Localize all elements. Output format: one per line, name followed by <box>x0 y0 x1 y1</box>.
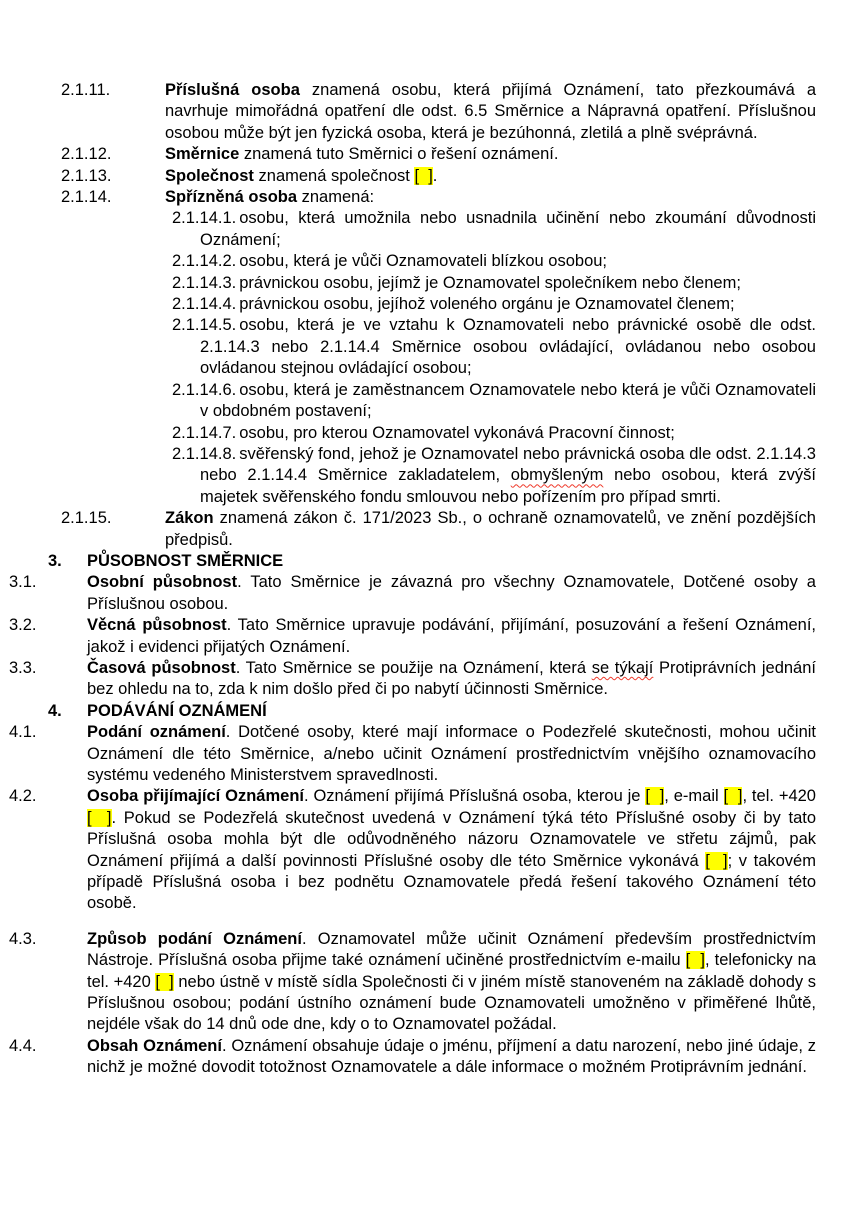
text-run: osobu, která umožnila nebo usnadnila učinění nebo zkoumání důvodnosti Oznámení; <box>200 209 816 249</box>
section-heading-3 <box>48 551 816 572</box>
text-run: znamená tuto Směrnici o řešení oznámení. <box>239 145 559 164</box>
defined-term: Podání oznámení <box>87 723 226 742</box>
defined-term: Osobní působnost <box>87 573 238 592</box>
clause-number: 2.1.14.6. <box>172 380 237 399</box>
clause-2-1-15 <box>61 508 816 551</box>
clause-number: 2.1.12. <box>61 145 112 164</box>
text-run: . Pokud se Podezřelá skutečnost uvedená v Oznámení týká této Příslušné osoby či by tato Příslušná osoba mohla být dle odůvodněného názoru Oznamovatele ve střetu zájmů, pak Oznámení přijímá a další povinnosti Příslušné osoby dle této Směrnice vykonává <box>87 808 816 870</box>
clause-text <box>200 316 816 377</box>
clause-text <box>165 188 374 206</box>
clause-text <box>165 81 816 142</box>
clause-4-2 <box>9 786 816 914</box>
text-run: znamená společnost <box>253 166 415 185</box>
placeholder-highlight: [ ] <box>155 972 174 991</box>
defined-term: Směrnice <box>165 145 240 164</box>
clause-text <box>87 930 816 1034</box>
defined-term: Zákon <box>165 509 214 528</box>
text-run: osobu, která je zaměstnancem Oznamovatele nebo která je vůči Oznamovateli v obdobném postavení; <box>200 380 816 421</box>
defined-term: PŮSOBNOST SMĚRNICE <box>87 551 284 570</box>
clause-number: 2.1.14.7. <box>172 423 237 442</box>
text-run: . <box>432 166 438 185</box>
clause-text <box>239 274 741 292</box>
placeholder-highlight: [ ] <box>87 808 112 827</box>
defined-term: Příslušná osoba <box>165 81 300 99</box>
clause-number: 2.1.14.1. <box>172 209 237 228</box>
section-number: 4. <box>48 701 62 720</box>
defined-term: Způsob podání Oznámení <box>87 929 302 948</box>
clause-2-1-11 <box>61 80 816 144</box>
defined-term: Časová působnost <box>87 658 236 677</box>
text-run: osobu, pro kterou Oznamovatel vykonává Pracovní činnost; <box>239 423 675 442</box>
text-run: , tel. +420 <box>742 787 816 806</box>
clause-number: 2.1.14.5. <box>172 316 237 335</box>
text-run: svěřenský fond, jehož je Oznamovatel nebo právnická osoba dle odst. 2.1.14.3 nebo 2.1.14.4 Směrnice zakladatelem, <box>200 444 816 485</box>
section-number: 3. <box>48 551 62 570</box>
text-run: osobu, která je vůči Oznamovateli blízkou osobou; <box>239 252 608 271</box>
clause-2-1-14 <box>61 187 816 208</box>
text-run: ; v takovém případě Příslušná osoba i bez podnětu Oznamovatele předá řešení takového Oznámení této osobě. <box>87 851 816 913</box>
section-title <box>87 702 267 720</box>
placeholder-highlight: [ ] <box>685 951 705 970</box>
text-run: Protiprávních jednání bez ohledu na to, zda k nim došlo před či po nabytí účinnosti Směrnice. <box>87 658 816 699</box>
spellcheck-flagged-text: se týkají <box>591 658 654 677</box>
defined-term: Spřízněná osoba <box>165 188 298 207</box>
clause-2-1-14-3 <box>172 273 816 294</box>
clause-text <box>239 252 607 270</box>
text-run: znamená zákon č. 171/2023 Sb., o ochraně oznamovatelů, ve znění pozdějších předpisů. <box>165 509 816 549</box>
clause-number: 4.2. <box>9 787 37 806</box>
clause-number: 2.1.14.4. <box>172 295 237 314</box>
clause-4-3 <box>9 929 817 1036</box>
clause-number: 2.1.14.2. <box>172 252 237 271</box>
clause-number: 4.1. <box>9 723 37 742</box>
placeholder-highlight: [ ] <box>414 166 433 185</box>
clause-text <box>165 509 816 548</box>
clause-2-1-14-4 <box>172 294 816 315</box>
defined-term: Osoba přijímající Oznámení <box>87 787 304 806</box>
text-run: , telefonicky na tel. +420 <box>87 951 817 991</box>
clause-text <box>200 445 816 506</box>
text-run: . Oznamovatel může učinit Oznámení především prostřednictvím Nástroje. Příslušná osoba přijme také oznámení učiněné prostřednictvím e-mailu <box>87 929 816 970</box>
text-run: . Tato Směrnice se použije na Oznámení, která <box>235 658 592 677</box>
clause-number: 2.1.14.8. <box>172 444 237 463</box>
clause-4-4 <box>9 1036 816 1079</box>
clause-text <box>200 209 816 248</box>
clause-number: 4.3. <box>9 929 37 948</box>
clause-3-3 <box>9 658 816 701</box>
clause-number: 4.4. <box>9 1036 37 1055</box>
clause-text <box>87 616 816 655</box>
placeholder-highlight: [ ] <box>705 851 728 870</box>
text-run: . Dotčené osoby, které mají informace o Podezřelé skutečnosti, mohou učinit Oznámení dle této Směrnice, a/nebo učinit Oznámení prostřednictvím vnějšího oznamovacího systému vedeného Ministerstvem spravedlnosti. <box>87 723 817 784</box>
clause-2-1-14-8 <box>172 444 817 508</box>
clause-text <box>200 381 816 420</box>
placeholder-highlight: [ ] <box>723 787 743 806</box>
text-run: právnickou osobu, jejíhož voleného orgánu je Oznamovatel členem; <box>239 295 735 314</box>
clause-2-1-13 <box>61 166 816 187</box>
defined-term: Obsah Oznámení <box>87 1036 222 1055</box>
clause-4-1 <box>9 722 817 786</box>
clause-number: 2.1.14. <box>61 188 112 207</box>
clause-text <box>87 723 816 784</box>
clause-number: 2.1.15. <box>61 509 112 528</box>
clause-text <box>239 295 734 313</box>
clause-number: 2.1.14.3. <box>172 273 237 292</box>
clause-number: 2.1.13. <box>61 166 112 185</box>
section-heading-4 <box>48 701 816 722</box>
section-title <box>87 552 283 570</box>
clause-number: 3.1. <box>9 573 37 592</box>
text-run: znamená osobu, která přijímá Oznámení, tato přezkoumává a navrhuje mimořádná opatření dle odst. 6.5 Směrnice a Nápravná opatření. Příslušnou osobou může být jen fyzická osoba, která je bezúhonná, zletilá a plně svéprávná. <box>165 81 816 142</box>
text-run: znamená: <box>297 188 375 207</box>
text-run: nebo ústně v místě sídla Společnosti či v jiném místě stanoveném na základě dohody s Příslušnou osobou; podání ústního oznámení bude Oznamovateli umožněno v přiměřené lhůtě, nejdéle však do 14 dnů ode dne, kdy o to Oznamovatel požádal. <box>87 972 816 1034</box>
clause-2-1-14-7 <box>172 423 816 444</box>
clause-text <box>87 1037 816 1076</box>
clause-2-1-14-6 <box>172 380 816 423</box>
clause-2-1-12 <box>61 144 816 165</box>
text-run: nebo osobou, která zvýší majetek svěřenského fondu smlouvou nebo pořízením pro případ smrti. <box>200 466 817 506</box>
defined-term: PODÁVÁNÍ OZNÁMENÍ <box>87 701 267 720</box>
clause-3-1 <box>9 572 816 615</box>
clause-text <box>165 167 437 185</box>
clause-text <box>87 659 816 698</box>
clause-3-2 <box>9 615 816 658</box>
clause-2-1-14-1 <box>172 208 816 251</box>
defined-term: Věcná působnost <box>87 616 227 635</box>
text-run: osobu, která je ve vztahu k Oznamovateli nebo právnické osobě dle odst. 2.1.14.3 nebo 2.1.14.4 Směrnice osobou ovládající, ovládanou nebo osobou ovládanou stejnou ovládající osobou; <box>200 316 816 378</box>
clause-text <box>165 145 558 163</box>
clause-number: 3.3. <box>9 658 37 677</box>
clause-text <box>87 573 816 612</box>
clause-2-1-14-2 <box>172 251 816 272</box>
clause-number: 3.2. <box>9 616 37 635</box>
text-run: právnickou osobu, jejímž je Oznamovatel společníkem nebo členem; <box>239 273 741 292</box>
spellcheck-flagged-text: obmyšleným <box>510 466 604 485</box>
text-run: . Oznámení přijímá Příslušná osoba, kterou je <box>303 787 646 806</box>
clause-text <box>239 424 675 442</box>
clause-text <box>87 787 816 912</box>
clause-number: 2.1.11. <box>61 81 111 99</box>
text-run: . Tato Směrnice upravuje podávání, přijímání, posuzování a řešení Oznámení, jakož i evidenci přijatých Oznámení. <box>87 616 816 656</box>
text-run: , e-mail <box>664 787 724 806</box>
paragraph-gap <box>48 915 816 929</box>
clause-2-1-14-5 <box>172 315 816 379</box>
placeholder-highlight: [ ] <box>645 787 665 806</box>
text-run: . Oznámení obsahuje údaje o jménu, příjmení a datu narození, nebo jiné údaje, z nichž je možné dovodit totožnost Oznamovatele a dále informace o možném Protiprávním jednání. <box>87 1036 816 1077</box>
text-run: . Tato Směrnice je závazná pro všechny Oznamovatele, Dotčené osoby a Příslušnou osobou. <box>87 573 816 613</box>
defined-term: Společnost <box>165 166 254 185</box>
